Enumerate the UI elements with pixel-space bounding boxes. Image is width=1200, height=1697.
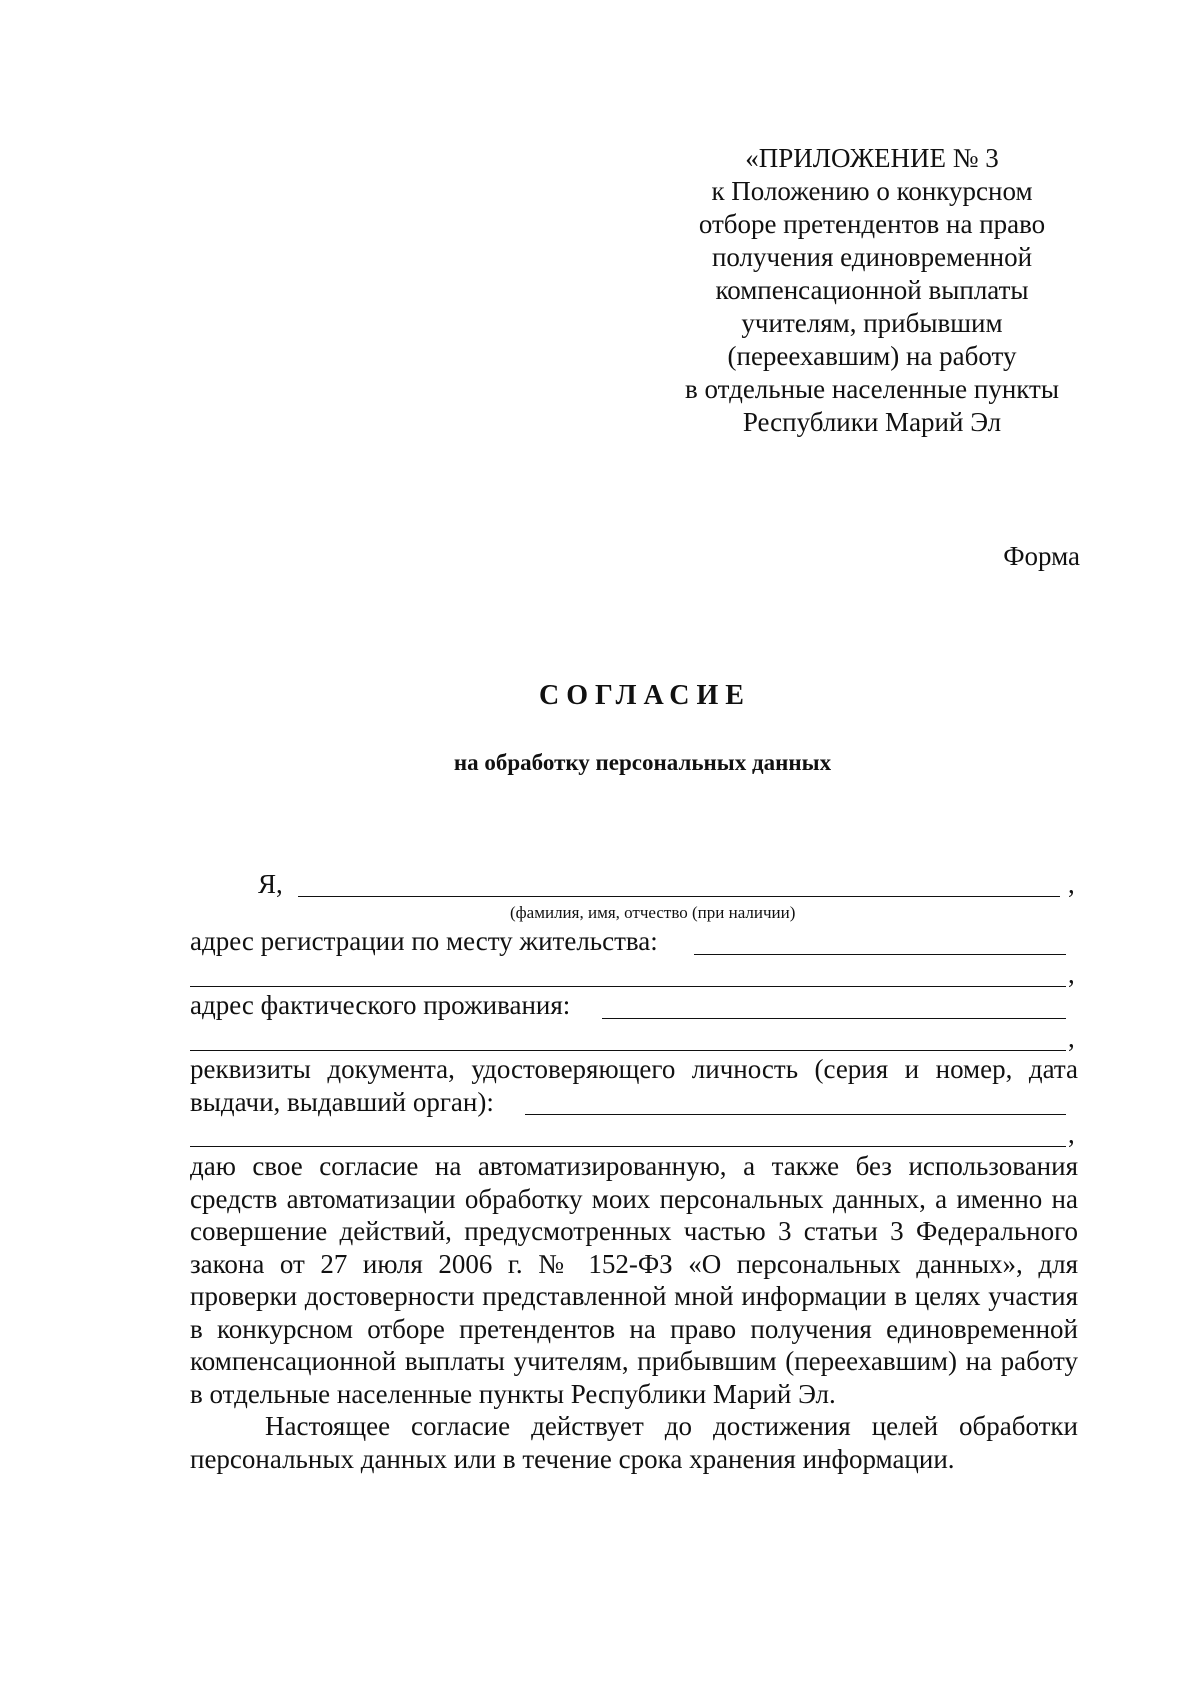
appendix-line: компенсационной выплаты <box>715 275 1029 305</box>
document-details-label-line2: выдачи, выдавший орган): <box>190 1087 494 1117</box>
registration-address-line-1[interactable] <box>694 954 1066 955</box>
document-subtitle: на обработку персональных данных <box>453 750 832 775</box>
i-label: Я, <box>258 869 283 899</box>
consent-body <box>190 1150 1078 1475</box>
actual-address-line-2[interactable] <box>190 1050 1066 1051</box>
comma: , <box>1068 869 1075 899</box>
comma: , <box>1068 1119 1075 1149</box>
appendix-line: «ПРИЛОЖЕНИЕ № 3 <box>745 143 999 173</box>
appendix-line: (переехавшим) на работу <box>727 341 1017 371</box>
appendix-line: к Положению о конкурсном <box>711 176 1033 206</box>
actual-address-line-1[interactable] <box>602 1018 1066 1019</box>
document-details-label-line1: реквизиты документа, удостоверяющего личность (серия и номер, дата <box>190 1054 1078 1084</box>
registration-address-line-2[interactable] <box>190 986 1066 987</box>
comma: , <box>1068 959 1075 989</box>
registration-address-label: адрес регистрации по месту жительства: <box>190 926 658 956</box>
appendix-line: учителям, прибывшим <box>741 308 1003 338</box>
document-details-line-2[interactable] <box>190 1146 1066 1147</box>
validity-paragraph: Настоящее согласие действует до достижения целей обработки персональных данных или в течение срока хранения информации. <box>190 1411 1078 1474</box>
document-title: СОГЛАСИЕ <box>539 680 751 711</box>
form-label: Форма <box>1003 541 1080 571</box>
appendix-line: получения единовременной <box>711 242 1033 272</box>
consent-paragraph: даю свое согласие на автоматизированную, а также без использования средств автоматизации обработку моих персональных данных, а именно на совершение действий, предусмотренных частью 3 статьи 3 Федерального закона от 27 июля 2006 г. № 152-ФЗ «О персональных данных», для проверки достоверности представленной мной информации в целях участия в конкурсном отборе претендентов на право получения единовременной компенсационной выплаты учителям, прибывшим (переехавшим) на работу в отдельные населенные пункты Республики Марий Эл. <box>190 1151 1078 1409</box>
comma: , <box>1068 1023 1075 1053</box>
document-details-line-1[interactable] <box>525 1114 1066 1115</box>
actual-address-label: адрес фактического проживания: <box>190 990 571 1020</box>
fio-field-line[interactable] <box>298 896 1060 897</box>
fio-hint: (фамилия, имя, отчество (при наличии) <box>510 903 796 922</box>
appendix-line: Республики Марий Эл <box>742 407 1002 437</box>
appendix-line: отборе претендентов на право <box>698 209 1046 239</box>
appendix-header <box>662 142 1082 439</box>
appendix-line: в отдельные населенные пункты <box>685 374 1059 404</box>
